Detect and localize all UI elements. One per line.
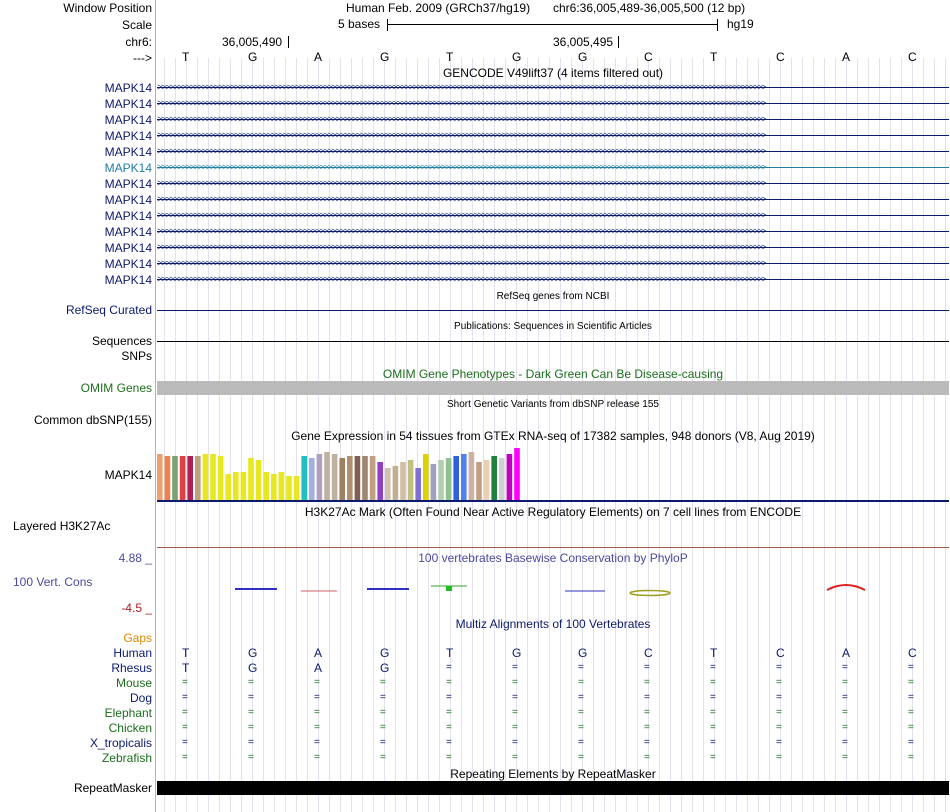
gtex-baseline — [157, 500, 949, 502]
gtex-tissue-bar[interactable] — [203, 454, 209, 500]
alignment-base: = — [314, 677, 320, 688]
alignment-base: = — [380, 737, 386, 748]
coord-tick-right — [618, 36, 619, 48]
alignment-base: = — [842, 707, 848, 718]
gencode-strand-chevrons: >>>>>>>>>>>>>>>>>>>>>>>>>>>>>>>>>>>>>>>>>>>>>>>>>>>>>>>>>>>>>>>>>>>>>>>>>>>>>>>>>>>>>>>>>>>>>>>>>>>>>>>>>>>>>>>>>>>>>>>>>>>>>>>>>>>>>>>>>>>>>>>>>>>>>> — [157, 114, 766, 124]
alignment-base: G — [248, 646, 258, 660]
alignment-base: = — [578, 707, 584, 718]
gtex-tissue-bar[interactable] — [400, 462, 406, 500]
gencode-gene-label[interactable]: MAPK14 — [104, 145, 152, 159]
gencode-strand-chevrons: >>>>>>>>>>>>>>>>>>>>>>>>>>>>>>>>>>>>>>>>>>>>>>>>>>>>>>>>>>>>>>>>>>>>>>>>>>>>>>>>>>>>>>>>>>>>>>>>>>>>>>>>>>>>>>>>>>>>>>>>>>>>>>>>>>>>>>>>>>>>>>>>>>>>>> — [157, 146, 766, 156]
scale-text: 5 bases — [338, 17, 381, 31]
alignment-base: = — [248, 722, 254, 733]
omim-bar[interactable] — [157, 381, 949, 395]
alignment-base: = — [314, 707, 320, 718]
gtex-tissue-bar[interactable] — [408, 460, 414, 500]
gtex-tissue-bar[interactable] — [370, 456, 376, 500]
alignment-base: = — [644, 737, 650, 748]
repeatmasker-title[interactable]: Repeating Elements by RepeatMasker — [450, 767, 656, 781]
species-label[interactable]: Chicken — [108, 721, 152, 735]
alignment-base: C — [644, 646, 653, 660]
omim-label[interactable]: OMIM Genes — [80, 381, 152, 395]
alignment-base: = — [710, 692, 716, 703]
gtex-tissue-bar[interactable] — [484, 460, 490, 500]
scale-tick-right — [717, 19, 718, 31]
gtex-tissue-bar[interactable] — [187, 456, 193, 500]
base-letter: C — [776, 50, 785, 64]
gtex-tissue-bar[interactable] — [476, 462, 482, 500]
alignment-base: G — [380, 661, 390, 675]
gtex-tissue-bar[interactable] — [355, 456, 361, 500]
alignment-base: = — [446, 737, 452, 748]
phylop-mark-7 — [630, 591, 670, 596]
alignment-base: = — [776, 752, 782, 763]
dbsnp-title[interactable]: Short Genetic Variants from dbSNP release 155 — [447, 399, 659, 410]
gtex-tissue-bar[interactable] — [225, 474, 231, 500]
coord-left: 36,005,490 — [222, 35, 283, 49]
gencode-gene-label[interactable]: MAPK14 — [104, 161, 152, 175]
gtex-tissue-bar[interactable] — [362, 456, 368, 500]
base-letter: A — [314, 50, 323, 64]
phylop-min: -4.5 _ — [121, 601, 152, 615]
gencode-gene-label[interactable]: MAPK14 — [104, 241, 152, 255]
alignment-base: = — [380, 692, 386, 703]
alignment-base: = — [314, 692, 320, 703]
alignment-base: C — [908, 646, 917, 660]
species-label[interactable]: Mouse — [115, 676, 152, 690]
alignment-base: = — [248, 692, 254, 703]
gtex-tissue-bar[interactable] — [385, 468, 391, 500]
gencode-strand-chevrons: >>>>>>>>>>>>>>>>>>>>>>>>>>>>>>>>>>>>>>>>>>>>>>>>>>>>>>>>>>>>>>>>>>>>>>>>>>>>>>>>>>>>>>>>>>>>>>>>>>>>>>>>>>>>>>>>>>>>>>>>>>>>>>>>>>>>>>>>>>>>>>>>>>>>>> — [157, 194, 766, 204]
alignment-base: = — [644, 677, 650, 688]
base-letter: G — [512, 50, 522, 64]
alignment-base: T — [710, 646, 718, 660]
alignment-base: = — [578, 677, 584, 688]
species-label[interactable]: Dog — [129, 691, 152, 705]
alignment-base: T — [182, 646, 190, 660]
h3k27ac-label[interactable]: Layered H3K27Ac — [13, 519, 111, 533]
repeatmasker-bar[interactable] — [157, 781, 949, 795]
alignment-base: C — [776, 646, 785, 660]
alignment-base: = — [182, 752, 188, 763]
gtex-tissue-bar[interactable] — [233, 472, 239, 500]
base-letter: A — [842, 50, 851, 64]
alignment-base: = — [578, 662, 584, 673]
alignment-base: = — [248, 677, 254, 688]
alignment-base: = — [578, 692, 584, 703]
alignment-base: G — [248, 661, 258, 675]
gtex-label[interactable]: MAPK14 — [104, 468, 152, 482]
assembly-text[interactable]: Human Feb. 2009 (GRCh37/hg19) — [346, 1, 531, 15]
alignment-base: A — [842, 646, 851, 660]
gtex-tissue-bar[interactable] — [157, 454, 163, 500]
h3k27ac-title[interactable]: H3K27Ac Mark (Often Found Near Active Regulatory Elements) on 7 cell lines from ENCODE — [304, 505, 802, 519]
alignment-base: = — [908, 677, 914, 688]
gencode-gene-label[interactable]: MAPK14 — [104, 177, 152, 191]
alignment-base: = — [710, 752, 716, 763]
species-label[interactable]: Elephant — [104, 706, 152, 720]
phylop-title[interactable]: 100 vertebrates Basewise Conservation by PhyloP — [418, 551, 688, 565]
dbsnp-label[interactable]: Common dbSNP(155) — [33, 413, 152, 427]
alignment-base: = — [776, 677, 782, 688]
species-label[interactable]: X_tropicalis — [89, 736, 152, 750]
gtex-tissue-bar[interactable] — [165, 456, 171, 500]
alignment-base: = — [776, 737, 782, 748]
alignment-base: = — [380, 707, 386, 718]
db-text: hg19 — [727, 17, 754, 31]
gtex-tissue-bar[interactable] — [301, 456, 307, 500]
alignment-base: = — [842, 737, 848, 748]
alignment-base: G — [512, 646, 522, 660]
alignment-base: = — [182, 707, 188, 718]
alignment-base: = — [842, 752, 848, 763]
gtex-title[interactable]: Gene Expression in 54 tissues from GTEx RNA-seq of 17382 samples, 948 donors (V8, Aug 2019) — [291, 429, 815, 443]
alignment-base: = — [512, 737, 518, 748]
alignment-base: = — [446, 722, 452, 733]
alignment-base: = — [314, 752, 320, 763]
alignment-base: = — [182, 737, 188, 748]
alignment-base: = — [710, 677, 716, 688]
alignment-base: = — [710, 722, 716, 733]
gencode-strand-chevrons: >>>>>>>>>>>>>>>>>>>>>>>>>>>>>>>>>>>>>>>>>>>>>>>>>>>>>>>>>>>>>>>>>>>>>>>>>>>>>>>>>>>>>>>>>>>>>>>>>>>>>>>>>>>>>>>>>>>>>>>>>>>>>>>>>>>>>>>>>>>>>>>>>>>>>> — [157, 242, 766, 252]
alignment-base: = — [710, 737, 716, 748]
h3k27ac-line[interactable] — [157, 547, 949, 548]
gtex-tissue-bar[interactable] — [423, 454, 429, 500]
coord-right: 36,005,495 — [553, 35, 614, 49]
alignment-base: = — [512, 752, 518, 763]
gencode-strand-chevrons: >>>>>>>>>>>>>>>>>>>>>>>>>>>>>>>>>>>>>>>>>>>>>>>>>>>>>>>>>>>>>>>>>>>>>>>>>>>>>>>>>>>>>>>>>>>>>>>>>>>>>>>>>>>>>>>>>>>>>>>>>>>>>>>>>>>>>>>>>>>>>>>>>>>>>> — [157, 274, 766, 284]
alignment-base: = — [512, 722, 518, 733]
alignment-base: = — [446, 677, 452, 688]
alignment-base: = — [908, 722, 914, 733]
refseq-line[interactable] — [157, 310, 949, 311]
scale-bar — [387, 24, 717, 25]
gtex-tissue-bar[interactable] — [279, 472, 285, 500]
alignment-base: = — [446, 692, 452, 703]
gencode-gene-label[interactable]: MAPK14 — [104, 97, 152, 111]
gencode-strand-chevrons: >>>>>>>>>>>>>>>>>>>>>>>>>>>>>>>>>>>>>>>>>>>>>>>>>>>>>>>>>>>>>>>>>>>>>>>>>>>>>>>>>>>>>>>>>>>>>>>>>>>>>>>>>>>>>>>>>>>>>>>>>>>>>>>>>>>>>>>>>>>>>>>>>>>>>> — [157, 258, 766, 268]
gtex-tissue-bar[interactable] — [195, 456, 201, 500]
gtex-tissue-bar[interactable] — [271, 474, 277, 500]
alignment-base: G — [578, 646, 588, 660]
alignment-base: = — [446, 752, 452, 763]
gtex-tissue-bar[interactable] — [309, 458, 315, 500]
gtex-tissue-bar[interactable] — [241, 472, 247, 500]
alignment-base: = — [380, 677, 386, 688]
alignment-base: = — [314, 722, 320, 733]
species-label[interactable]: Zebrafish — [101, 751, 152, 765]
alignment-base: A — [314, 646, 323, 660]
phylop-max: 4.88 _ — [118, 551, 152, 565]
gtex-tissue-bar[interactable] — [431, 464, 437, 500]
gtex-tissue-bar[interactable] — [218, 456, 224, 500]
alignment-base: T — [182, 661, 190, 675]
alignment-base: = — [776, 722, 782, 733]
gtex-tissue-bar[interactable] — [180, 456, 186, 500]
phylop-label[interactable]: 100 Vert. Cons — [13, 575, 93, 589]
scale-label: Scale — [121, 18, 152, 32]
pubs-label[interactable]: Sequences — [91, 334, 152, 348]
gencode-strand-chevrons: >>>>>>>>>>>>>>>>>>>>>>>>>>>>>>>>>>>>>>>>>>>>>>>>>>>>>>>>>>>>>>>>>>>>>>>>>>>>>>>>>>>>>>>>>>>>>>>>>>>>>>>>>>>>>>>>>>>>>>>>>>>>>>>>>>>>>>>>>>>>>>>>>>>>>> — [157, 162, 766, 172]
alignment-base: = — [578, 737, 584, 748]
gtex-tissue-bar[interactable] — [339, 458, 345, 500]
gencode-strand-chevrons: >>>>>>>>>>>>>>>>>>>>>>>>>>>>>>>>>>>>>>>>>>>>>>>>>>>>>>>>>>>>>>>>>>>>>>>>>>>>>>>>>>>>>>>>>>>>>>>>>>>>>>>>>>>>>>>>>>>>>>>>>>>>>>>>>>>>>>>>>>>>>>>>>>>>>> — [157, 98, 766, 108]
gtex-tissue-bar[interactable] — [172, 456, 178, 500]
gencode-strand-chevrons: >>>>>>>>>>>>>>>>>>>>>>>>>>>>>>>>>>>>>>>>>>>>>>>>>>>>>>>>>>>>>>>>>>>>>>>>>>>>>>>>>>>>>>>>>>>>>>>>>>>>>>>>>>>>>>>>>>>>>>>>>>>>>>>>>>>>>>>>>>>>>>>>>>>>>> — [157, 226, 766, 236]
snps-label[interactable]: SNPs — [121, 349, 152, 363]
species-label[interactable]: Human — [113, 646, 152, 660]
gencode-gene-label[interactable]: MAPK14 — [104, 113, 152, 127]
gencode-gene-label[interactable]: MAPK14 — [104, 81, 152, 95]
gaps-label[interactable]: Gaps — [123, 631, 152, 645]
gencode-gene-label[interactable]: MAPK14 — [104, 193, 152, 207]
base-letter: T — [182, 50, 190, 64]
alignment-base: = — [908, 752, 914, 763]
gencode-gene-label[interactable]: MAPK14 — [104, 225, 152, 239]
gtex-tissue-bar[interactable] — [256, 460, 262, 500]
gtex-tissue-bar[interactable] — [415, 468, 421, 500]
alignment-base: A — [314, 661, 323, 675]
alignment-base: = — [446, 707, 452, 718]
refseq-title[interactable]: RefSeq genes from NCBI — [496, 291, 610, 302]
phylop-mark-5 — [446, 586, 452, 591]
gencode-strand-chevrons: >>>>>>>>>>>>>>>>>>>>>>>>>>>>>>>>>>>>>>>>>>>>>>>>>>>>>>>>>>>>>>>>>>>>>>>>>>>>>>>>>>>>>>>>>>>>>>>>>>>>>>>>>>>>>>>>>>>>>>>>>>>>>>>>>>>>>>>>>>>>>>>>>>>>>> — [157, 130, 766, 140]
repeatmasker-label[interactable]: RepeatMasker — [73, 781, 152, 795]
base-letter: C — [908, 50, 917, 64]
alignment-base: = — [578, 722, 584, 733]
gtex-tissue-bar[interactable] — [317, 454, 323, 500]
alignment-base: G — [380, 646, 390, 660]
gencode-strand-chevrons: >>>>>>>>>>>>>>>>>>>>>>>>>>>>>>>>>>>>>>>>>>>>>>>>>>>>>>>>>>>>>>>>>>>>>>>>>>>>>>>>>>>>>>>>>>>>>>>>>>>>>>>>>>>>>>>>>>>>>>>>>>>>>>>>>>>>>>>>>>>>>>>>>>>>>> — [157, 178, 766, 188]
gencode-gene-label[interactable]: MAPK14 — [104, 209, 152, 223]
base-letter: G — [578, 50, 588, 64]
alignment-base: = — [908, 692, 914, 703]
alignment-base: = — [380, 722, 386, 733]
phylop-mark-8 — [827, 585, 865, 590]
alignment-base: = — [182, 692, 188, 703]
scale-tick-left — [387, 19, 388, 31]
alignment-base: = — [512, 692, 518, 703]
gtex-tissue-bar[interactable] — [324, 452, 330, 500]
alignment-base: = — [644, 707, 650, 718]
window-position-label: Window Position — [63, 1, 152, 15]
gtex-tissue-bar[interactable] — [453, 456, 459, 500]
base-letter: G — [380, 50, 390, 64]
gtex-tissue-bar[interactable] — [469, 452, 475, 500]
gtex-tissue-bar[interactable] — [377, 462, 383, 500]
label-divider — [155, 0, 156, 812]
alignment-base: = — [644, 722, 650, 733]
alignment-base: = — [512, 707, 518, 718]
alignment-base: = — [842, 692, 848, 703]
position-text[interactable]: chr6:36,005,489-36,005,500 (12 bp) — [553, 1, 746, 15]
pubs-line[interactable] — [157, 341, 949, 342]
alignment-base: T — [446, 646, 454, 660]
alignment-base: = — [908, 737, 914, 748]
gtex-tissue-bar[interactable] — [499, 458, 505, 500]
alignment-base: = — [776, 662, 782, 673]
gencode-gene-label[interactable]: MAPK14 — [104, 129, 152, 143]
gtex-tissue-bar[interactable] — [347, 456, 353, 500]
alignment-base: = — [710, 662, 716, 673]
gtex-tissue-bar[interactable] — [446, 458, 452, 500]
base-letter: T — [446, 50, 454, 64]
gtex-tissue-bar[interactable] — [294, 476, 300, 500]
alignment-base: = — [842, 662, 848, 673]
gtex-tissue-bar[interactable] — [248, 458, 254, 500]
chrom-label: chr6: — [125, 35, 152, 49]
alignment-base: = — [512, 677, 518, 688]
gencode-strand-chevrons: >>>>>>>>>>>>>>>>>>>>>>>>>>>>>>>>>>>>>>>>>>>>>>>>>>>>>>>>>>>>>>>>>>>>>>>>>>>>>>>>>>>>>>>>>>>>>>>>>>>>>>>>>>>>>>>>>>>>>>>>>>>>>>>>>>>>>>>>>>>>>>>>>>>>>> — [157, 82, 766, 92]
species-label[interactable]: Rhesus — [111, 661, 152, 675]
gencode-gene-label[interactable]: MAPK14 — [104, 273, 152, 287]
alignment-base: = — [446, 662, 452, 673]
alignment-base: = — [578, 752, 584, 763]
alignment-base: = — [908, 707, 914, 718]
gtex-tissue-bar[interactable] — [263, 472, 269, 500]
gtex-tissue-bar[interactable] — [332, 454, 338, 500]
gtex-tissue-bar[interactable] — [438, 460, 444, 500]
base-letter: T — [710, 50, 718, 64]
base-letter: C — [644, 50, 653, 64]
alignment-base: = — [908, 662, 914, 673]
gtex-tissue-bar[interactable] — [210, 454, 216, 500]
gtex-tissue-bar[interactable] — [286, 476, 292, 500]
alignment-base: = — [182, 677, 188, 688]
multiz-title[interactable]: Multiz Alignments of 100 Vertebrates — [455, 617, 651, 631]
alignment-base: = — [248, 707, 254, 718]
alignment-base: = — [842, 677, 848, 688]
gencode-gene-label[interactable]: MAPK14 — [104, 257, 152, 271]
coord-tick-left — [288, 36, 289, 48]
gtex-tissue-bar[interactable] — [393, 466, 399, 500]
strand-label: ---> — [133, 51, 152, 65]
gtex-bar-chart[interactable] — [155, 442, 535, 500]
alignment-base: = — [248, 752, 254, 763]
alignment-base: = — [644, 692, 650, 703]
alignment-base: = — [710, 707, 716, 718]
phylop-track[interactable] — [155, 576, 950, 600]
base-letter: G — [248, 50, 258, 64]
alignment-base: = — [644, 662, 650, 673]
gtex-tissue-bar[interactable] — [514, 448, 520, 500]
gtex-tissue-bar[interactable] — [461, 454, 467, 500]
omim-title[interactable]: OMIM Gene Phenotypes - Dark Green Can Be Disease-causing — [382, 367, 724, 381]
alignment-base: = — [644, 752, 650, 763]
alignment-base: = — [842, 722, 848, 733]
alignment-base: = — [512, 662, 518, 673]
alignment-base: = — [380, 752, 386, 763]
alignment-base: = — [776, 707, 782, 718]
gencode-title[interactable]: GENCODE V49lift37 (4 items filtered out) — [442, 66, 664, 80]
gtex-tissue-bar[interactable] — [491, 456, 497, 500]
refseq-label[interactable]: RefSeq Curated — [65, 303, 152, 317]
alignment-base: = — [776, 692, 782, 703]
gencode-strand-chevrons: >>>>>>>>>>>>>>>>>>>>>>>>>>>>>>>>>>>>>>>>>>>>>>>>>>>>>>>>>>>>>>>>>>>>>>>>>>>>>>>>>>>>>>>>>>>>>>>>>>>>>>>>>>>>>>>>>>>>>>>>>>>>>>>>>>>>>>>>>>>>>>>>>>>>>> — [157, 210, 766, 220]
alignment-base: = — [314, 737, 320, 748]
alignment-base: = — [182, 722, 188, 733]
alignment-base: = — [248, 737, 254, 748]
gtex-tissue-bar[interactable] — [507, 454, 513, 500]
pubs-title[interactable]: Publications: Sequences in Scientific Articles — [454, 321, 652, 332]
